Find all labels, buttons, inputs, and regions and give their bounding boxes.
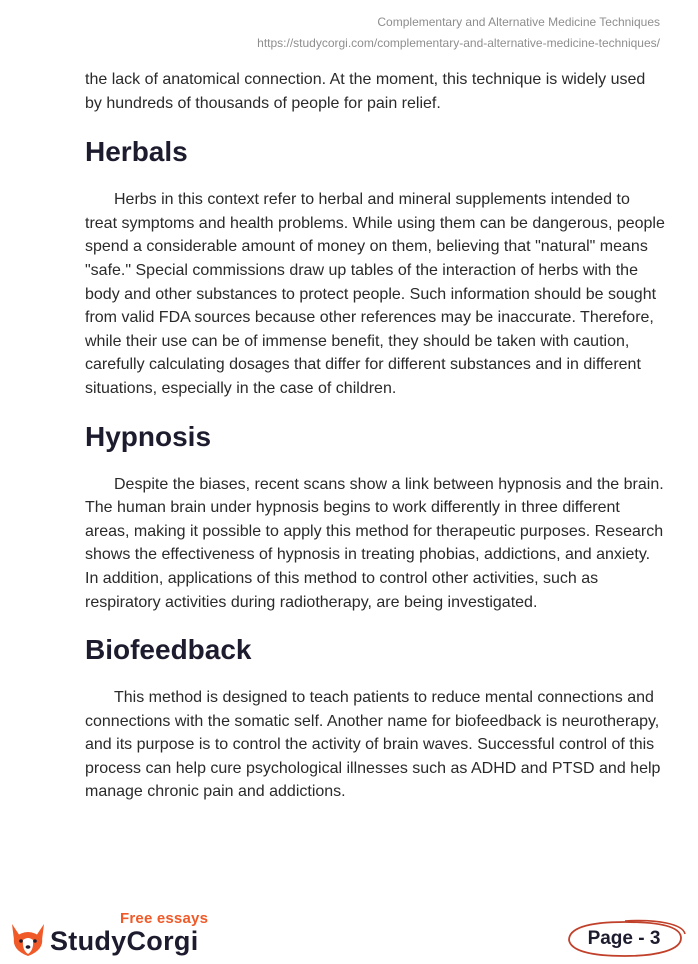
section-heading-hypnosis: Hypnosis <box>85 420 212 452</box>
section-body-herbals: Herbs in this context refer to herbal and mineral supplements intended to treat symptoms and health problems. While using them can be dangerous, people spend a considerable amount of money on them, believing that "natural" means "safe." Special commissions draw up tables of the interaction of herbs with the body and other substances to protect people. Such information should be sought from valid FDA sources because other references may be inaccurate. Therefore, while their use can be of immense benefit, they should be taken with caution, carefully calculating dosages that differ for different substances and in different situations, especially in the case of children. <box>85 191 665 397</box>
logo-tagline: Free essays <box>120 910 209 927</box>
logo-wordmark: StudyCorgi <box>50 926 199 956</box>
page-number-badge <box>565 916 687 960</box>
section-heading-biofeedback: Biofeedback <box>85 634 252 666</box>
section-body-hypnosis: Despite the biases, recent scans show a link between hypnosis and the brain. The human brain under hypnosis begins to work differently in three different areas, making it possible to apply this method for therapeutic purposes. Research shows the effectiveness of hypnosis in treating phobias, addictions, and anxiety. In addition, applications of this method to control other activities, such as respiratory activities during radiotherapy, are being investigated. <box>85 475 664 611</box>
document-url[interactable]: https://studycorgi.com/complementary-and-alternative-medicine-techniques/ <box>257 36 660 50</box>
document-title: Complementary and Alternative Medicine Techniques <box>377 15 660 29</box>
corgi-icon <box>8 918 48 958</box>
studycorgi-logo[interactable] <box>8 910 228 960</box>
page-number-label: Page - 3 <box>587 928 661 949</box>
intro-paragraph: the lack of anatomical connection. At the moment, this technique is widely used by hundreds of thousands of people for pain relief. <box>85 71 646 112</box>
section-heading-herbals: Herbals <box>85 136 188 168</box>
section-body-biofeedback: This method is designed to teach patients to reduce mental connections and connections with the somatic self. Another name for biofeedback is neurotherapy, and its purpose is to control the activity of brain waves. Successful control of this process can help cure psychological illnesses such as ADHD and PTSD and help manage chronic pain and addictions. <box>85 689 661 801</box>
page-header <box>257 12 660 54</box>
document-body <box>85 68 665 804</box>
